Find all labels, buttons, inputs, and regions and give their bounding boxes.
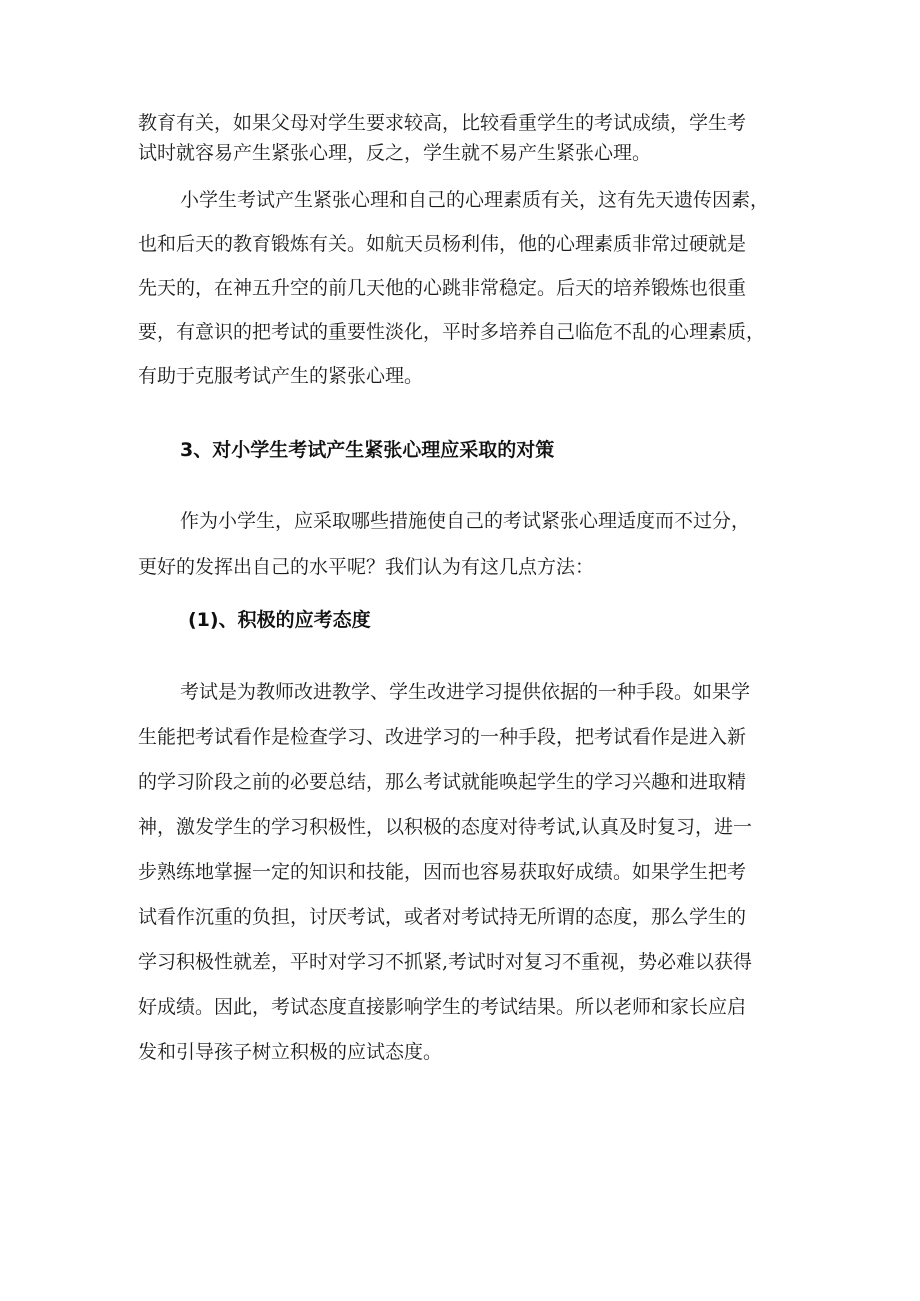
paragraph-parent-expectations <box>138 108 788 168</box>
text-line: 试时就容易产生紧张心理，反之，学生就不易产生紧张心理。 <box>138 142 652 164</box>
text-line: 好成绩。因此，考试态度直接影响学生的考试结果。所以老师和家长应启 <box>138 996 747 1018</box>
text-line: 作为小学生，应采取哪些措施使自己的考试紧张心理适度而不过分， <box>180 510 751 532</box>
text-line: 的学习阶段之前的必要总结，那么考试就能唤起学生的学习兴趣和进取精 <box>138 771 747 793</box>
text-line: 先天的，在神五升空的前几天他的心跳非常稳定。后天的培养锻炼也很重 <box>138 277 747 299</box>
paragraph-psychological-quality <box>138 178 788 398</box>
paragraph-exam-attitude <box>138 670 788 1075</box>
text-line: 更好的发挥出自己的水平呢？我们认为有这几点方法： <box>138 556 595 578</box>
text-line: 小学生考试产生紧张心理和自己的心理素质有关，这有先天遗传因素， <box>180 189 770 211</box>
subsection-heading-positive-attitude: (1)、积极的应考态度 <box>188 609 371 631</box>
section-heading-countermeasures: 3、对小学生考试产生紧张心理应采取的对策 <box>180 439 555 461</box>
text-line: 学习积极性就差，平时对学习不抓紧,考试时对复习不重视，势必难以获得 <box>138 951 753 973</box>
text-line: 步熟练地掌握一定的知识和技能，因而也容易获取好成绩。如果学生把考 <box>138 861 747 883</box>
text-line: 考试是为教师改进教学、学生改进学习提供依据的一种手段。如果学 <box>180 681 751 703</box>
text-line: 教育有关，如果父母对学生要求较高，比较看重学生的考试成绩，学生考 <box>138 112 747 134</box>
text-line: 试看作沉重的负担，讨厌考试，或者对考试持无所谓的态度，那么学生的 <box>138 906 747 928</box>
text-line: 发和引导孩子树立积极的应试态度。 <box>138 1041 443 1063</box>
text-line: 要，有意识的把考试的重要性淡化，平时多培养自己临危不乱的心理素质， <box>138 321 766 343</box>
text-line: 神，激发学生的学习积极性，以积极的态度对待考试,认真及时复习，进一 <box>138 816 753 838</box>
text-line: 生能把考试看作是检查学习、改进学习的一种手段，把考试看作是进入新 <box>138 726 747 748</box>
text-line: 也和后天的教育锻炼有关。如航天员杨利伟，他的心理素质非常过硬就是 <box>138 233 747 255</box>
text-line: 有助于克服考试产生的紧张心理。 <box>138 365 424 387</box>
paragraph-introduction-methods <box>138 498 788 590</box>
